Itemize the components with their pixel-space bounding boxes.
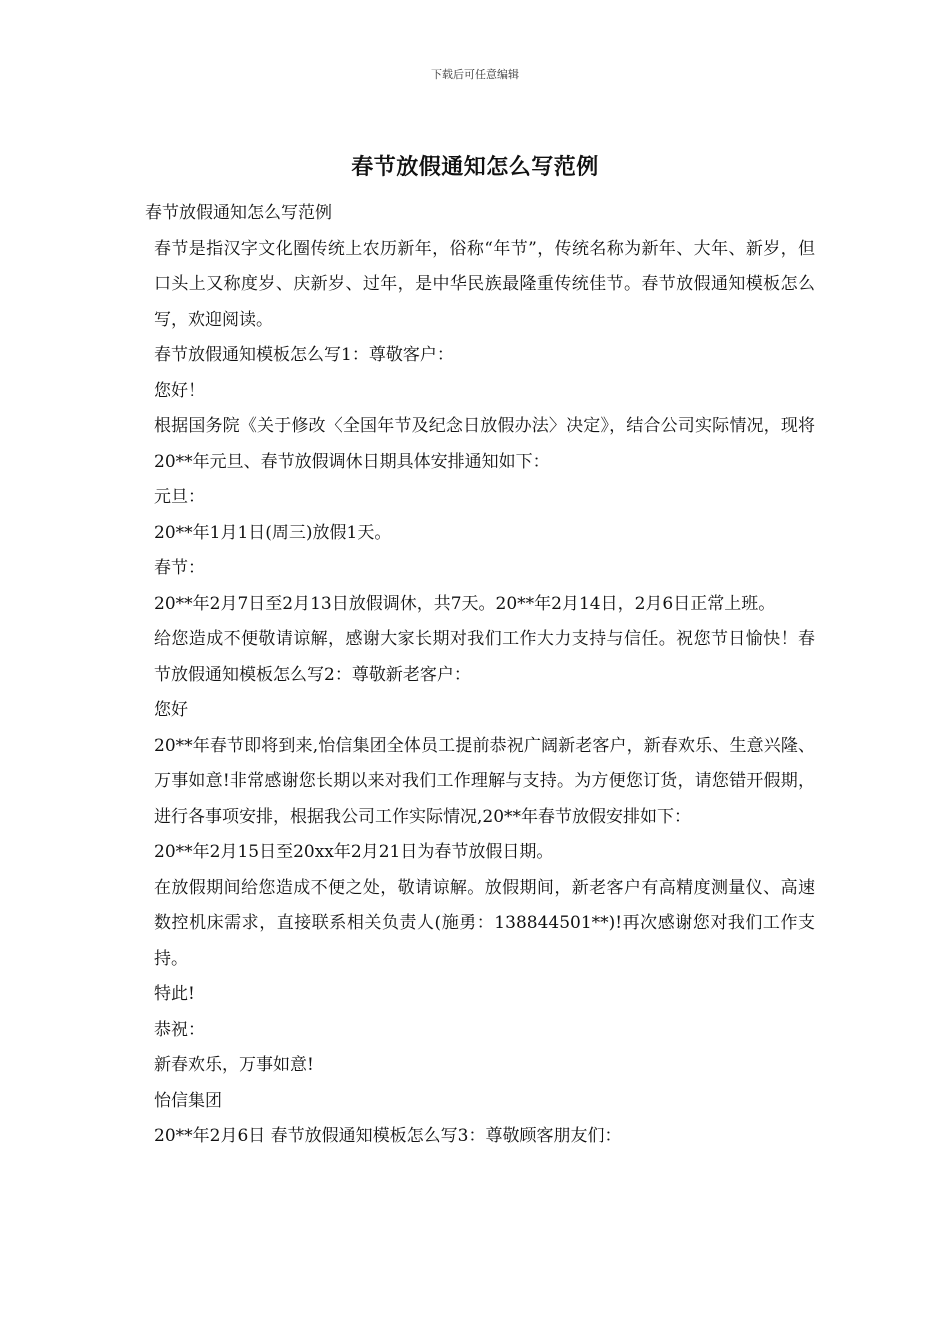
header-note: 下载后可任意编辑 — [431, 68, 519, 81]
paragraph-greeting-2: 您好 — [154, 700, 188, 720]
paragraph-respect: 恭祝： — [154, 1019, 205, 1040]
paragraph-spring-festival-dates: 20**年2月7日至2月13日放假调休，共7天。20**年2月14日，2月6日正常上班。 — [154, 593, 776, 614]
paragraph-contact: 在放假期间给您造成不便之处，敬请谅解。放假期间，新老客户有高精度测量仪、高速数控机床需求，直接联系相关负责人(施勇：138844501**)!再次感谢您对我们工作支持。 — [154, 877, 815, 969]
paragraph-signature: 怡信集团 — [154, 1090, 222, 1111]
paragraph-apology-template-2: 给您造成不便敬请谅解，感谢大家长期对我们工作大力支持与信任。祝您节日愉快！春节放假通知模板怎么写2：尊敬新老客户： — [154, 629, 815, 685]
paragraph-spring-festival-label: 春节： — [154, 558, 205, 578]
paragraph-holiday-dates: 20**年2月15日至20xx年2月21日为春节放假日期。 — [154, 842, 554, 862]
paragraph-hereby: 特此! — [154, 984, 195, 1004]
paragraph-greeting-1: 您好！ — [154, 380, 205, 401]
paragraph-date-template-3: 20**年2月6日 春节放假通知模板怎么写3：尊敬顾客朋友们： — [154, 1126, 622, 1146]
paragraph-notice-basis: 根据国务院《关于修改〈全国年节及纪念日放假办法〉决定》，结合公司实际情况，现将20**年元旦、春节放假调休日期具体安排通知如下： — [154, 416, 815, 472]
paragraph-new-year-date: 20**年1月1日(周三)放假1天。 — [154, 522, 392, 543]
document-title: 春节放假通知怎么写范例 — [351, 155, 599, 180]
paragraph-subtitle: 春节放假通知怎么写范例 — [145, 203, 332, 223]
paragraph-company-notice: 20**年春节即将到来,怡信集团全体员工提前恭祝广阔新老客户，新春欢乐、生意兴隆、万事如意!非常感谢您长期以来对我们工作理解与支持。为方便您订货，请您错开假期，进行各事项安排，根据我公司工作实际情况,20**年春节放假安排如下： — [154, 735, 815, 827]
paragraph-new-year-label: 元旦： — [154, 487, 205, 507]
paragraph-template-1-heading: 春节放假通知模板怎么写1：尊敬客户： — [154, 345, 454, 365]
paragraph-wishes: 新春欢乐，万事如意! — [154, 1055, 314, 1075]
paragraph-intro: 春节是指汉字文化圈传统上农历新年，俗称“年节”，传统名称为新年、大年、新岁，但口头上又称度岁、庆新岁、过年，是中华民族最隆重传统佳节。春节放假通知模板怎么写，欢迎阅读。 — [154, 238, 815, 330]
document-body — [145, 196, 815, 1155]
